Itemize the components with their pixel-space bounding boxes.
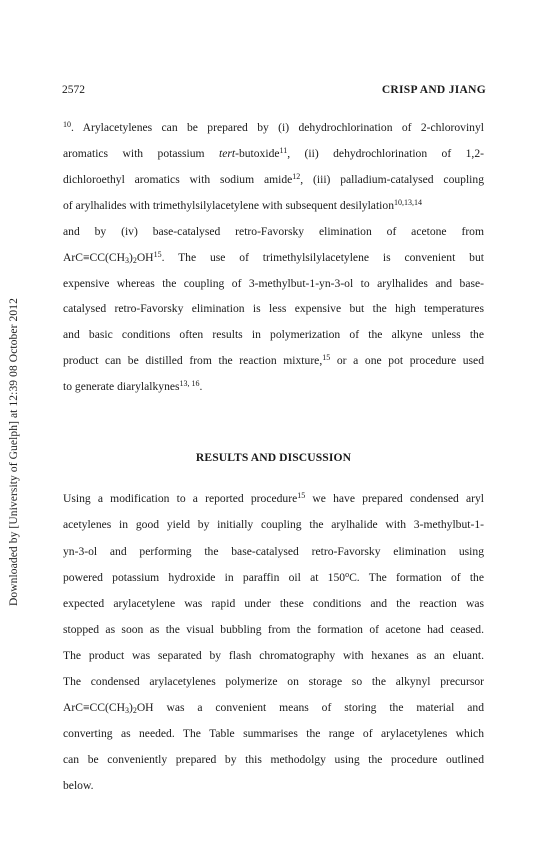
text-line: and by (iv) base-catalysed retro-Favorsky elimination of acetone from [63,225,484,238]
reference-superscript: 15 [322,353,331,362]
text-line: The condensed arylacetylenes polymerize on storage so the alkynyl precursor [63,675,484,688]
reference-superscript: 13, 16 [179,379,200,388]
text-line: yn-3-ol and performing the base-catalysed retro-Favorsky elimination using [63,545,484,558]
text-line: and basic conditions often results in polymerization of the alkyne unless the [63,328,484,341]
text-line: below. [63,779,94,792]
text-line: powered potassium hydroxide in paraffin oil at 150$^o$C. The formation of the [63,570,484,584]
reference-superscript: 12 [292,172,301,181]
text-line: dichloroethyl aromatics with sodium amide$^{12}$, (iii) palladium-catalysed coupling [63,172,484,186]
text-line: The product was separated by flash chromatography with hexanes as an eluant. [63,649,484,662]
intro-paragraph [63,121,484,394]
text-line: expensive whereas the coupling of 3-methylbut-1-yn-3-ol to arylhalides and base- [63,277,484,290]
text-line: aromatics with potassium tert-butoxide$^{11}$, (ii) dehydrochlorination of 1,2- [63,146,484,160]
running-title: CRISP AND JIANG [381,84,486,96]
reference-superscript: 10,13,14 [394,198,422,207]
page-header [62,84,486,100]
italic-term: tert [218,147,236,160]
text-line: Using a modification to a reported procedure$^{15}$ we have prepared condensed aryl [63,491,484,505]
degree-superscript: o [345,570,350,579]
page-number: 2572 [62,84,85,96]
reference-superscript: 11 [279,146,288,155]
text-line: to generate diarylalkynes$^{13, 16}$. [63,379,203,393]
text-line: $ArC\equiv CC(CH_3)_2OH^{15}$. The use of trimethylsilylacetylene is convenient but [63,250,484,265]
reference-superscript: 15 [153,250,162,259]
text-line: catalysed retro-Favorsky elimination is less expensive but the high temperatures [63,302,484,315]
text-line: converting as needed. The Table summarises the range of arylacetylenes which [63,727,484,740]
text-line: of arylhalides with trimethylsilylacetylene with subsequent desilylation$^{10,13,14}$ [63,198,422,212]
download-watermark: Downloaded by [University of Guelph] at 12:39 08 October 2012 [8,298,20,606]
text-line: stopped as soon as the visual bubbling from the formation of acetone had ceased. [63,623,484,636]
text-line: $^{10}$. Arylacetylenes can be prepared by (i) dehydrochlorination of 2-chlorovinyl [63,120,484,134]
text-line: $ArC\equiv CC(CH_3)_2OH$ was a convenient means of storing the material and [63,701,484,715]
text-line: can be conveniently prepared by this methodolgy using the procedure outlined [63,753,484,766]
text-line: acetylenes in good yield by initially coupling the arylhalide with 3-methylbut-1- [63,518,484,531]
section-heading: RESULTS AND DISCUSSION [195,451,352,464]
text-line: product can be distilled from the reaction mixture,$^{15}$ or a one pot procedure used [63,353,484,367]
results-paragraph [63,492,484,793]
text-line: expected arylacetylene was rapid under these conditions and the reaction was [63,597,484,610]
reference-superscript: 10 [63,120,71,129]
reference-superscript: 15 [297,491,306,500]
